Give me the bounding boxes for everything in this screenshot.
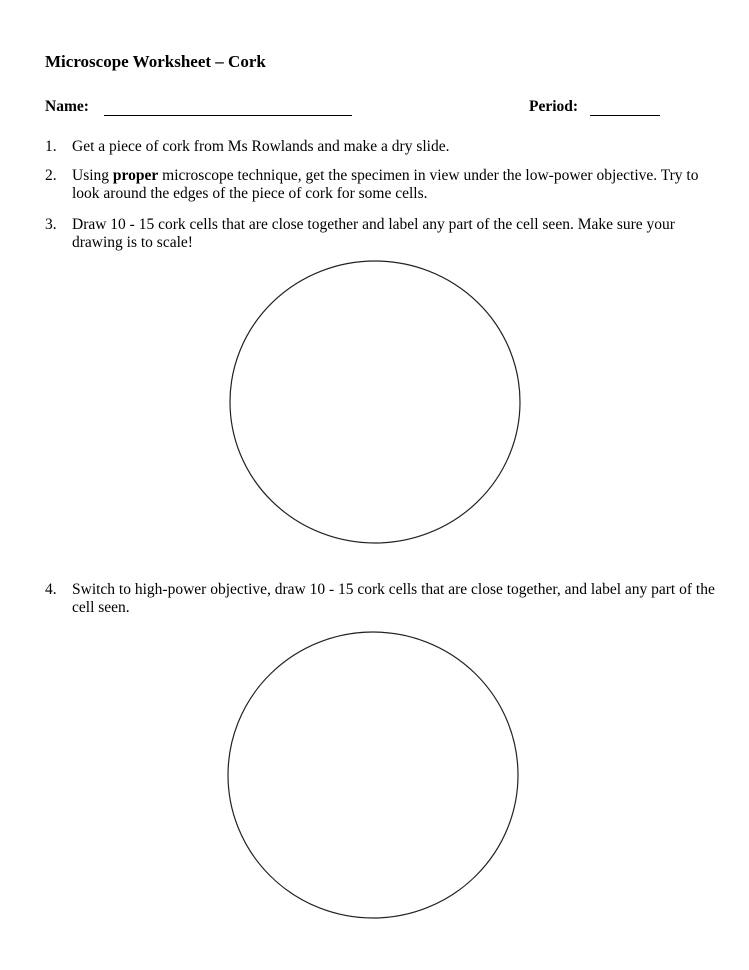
instruction-item-3 [45, 216, 715, 252]
page-title: Microscope Worksheet – Cork [45, 52, 266, 71]
item-text: Draw 10 - 15 cork cells that are close together and label any part of the cell seen. Make sure your drawing is to scale! [72, 216, 675, 251]
item-text [72, 167, 715, 203]
low-power-drawing-circle[interactable] [226, 258, 524, 546]
item-text-bold: proper [112, 167, 159, 184]
item-text-suffix: microscope technique, get the specimen in view under the low-power objective. Try to look around the edges of the piece of cork for some cells. [72, 167, 699, 202]
name-label: Name: [45, 98, 89, 115]
high-power-drawing-circle[interactable] [224, 629, 522, 921]
item-text: Get a piece of cork from Ms Rowlands and make a dry slide. [72, 138, 450, 155]
instruction-item-2 [45, 167, 715, 203]
item-number: 3. [45, 216, 57, 233]
instruction-item-4 [45, 581, 715, 617]
item-number: 2. [45, 167, 57, 184]
item-number: 1. [45, 138, 57, 155]
period-field[interactable] [590, 115, 660, 116]
name-field[interactable] [104, 115, 352, 116]
item-number: 4. [45, 581, 57, 598]
period-label: Period: [529, 98, 579, 115]
item-text: Switch to high-power objective, draw 10 - 15 cork cells that are close together, and label any part of the cell seen. [72, 581, 715, 616]
item-text-prefix: Using [72, 167, 113, 184]
instruction-item-1 [45, 138, 715, 156]
